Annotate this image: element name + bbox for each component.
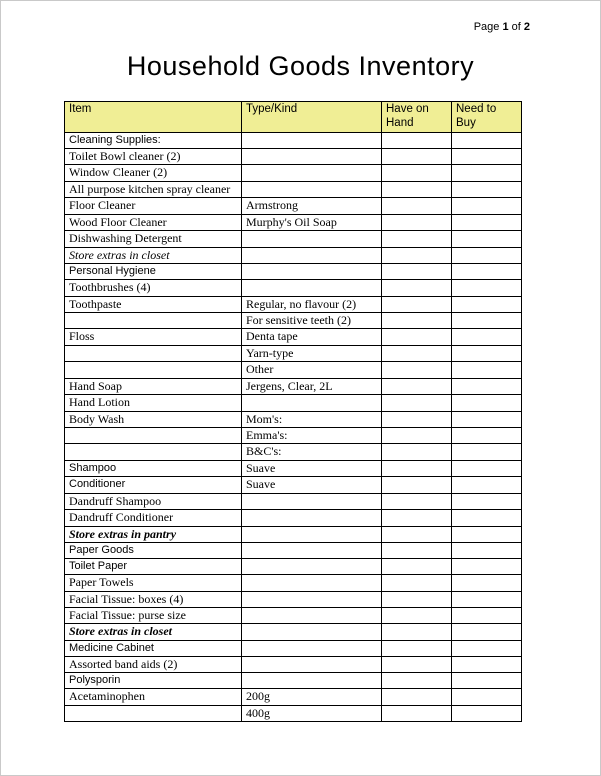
cell-type-kind <box>242 231 382 247</box>
cell-need-to-buy <box>452 444 522 460</box>
cell-type-kind: Mom's: <box>242 411 382 427</box>
table-row <box>65 656 522 672</box>
cell-item: Toilet Paper <box>65 559 242 575</box>
cell-have-on-hand <box>382 231 452 247</box>
cell-type-kind <box>242 247 382 263</box>
cell-have-on-hand <box>382 656 452 672</box>
cell-item: Store extras in pantry <box>65 526 242 542</box>
cell-type-kind <box>242 181 382 197</box>
cell-item: Acetaminophen <box>65 689 242 705</box>
cell-have-on-hand <box>382 411 452 427</box>
cell-item: Cleaning Supplies: <box>65 133 242 149</box>
cell-type-kind <box>242 510 382 526</box>
cell-type-kind: B&C's: <box>242 444 382 460</box>
cell-have-on-hand <box>382 296 452 312</box>
cell-have-on-hand <box>382 559 452 575</box>
cell-need-to-buy <box>452 231 522 247</box>
cell-need-to-buy <box>452 477 522 493</box>
cell-need-to-buy <box>452 395 522 411</box>
cell-have-on-hand <box>382 575 452 591</box>
cell-have-on-hand <box>382 673 452 689</box>
cell-need-to-buy <box>452 607 522 623</box>
cell-need-to-buy <box>452 345 522 361</box>
cell-need-to-buy <box>452 214 522 230</box>
cell-have-on-hand <box>382 133 452 149</box>
cell-item: Floor Cleaner <box>65 198 242 214</box>
cell-have-on-hand <box>382 395 452 411</box>
cell-have-on-hand <box>382 640 452 656</box>
cell-type-kind: 200g <box>242 689 382 705</box>
cell-need-to-buy <box>452 591 522 607</box>
cell-item: Hand Lotion <box>65 395 242 411</box>
cell-type-kind <box>242 607 382 623</box>
cell-need-to-buy <box>452 181 522 197</box>
cell-type-kind <box>242 526 382 542</box>
header-row <box>65 102 522 133</box>
cell-item: Dandruff Shampoo <box>65 493 242 509</box>
cell-type-kind: Suave <box>242 477 382 493</box>
cell-have-on-hand <box>382 705 452 721</box>
cell-have-on-hand <box>382 378 452 394</box>
cell-need-to-buy <box>452 526 522 542</box>
cell-have-on-hand <box>382 444 452 460</box>
cell-type-kind <box>242 133 382 149</box>
table-row <box>65 460 522 476</box>
cell-type-kind: Jergens, Clear, 2L <box>242 378 382 394</box>
cell-item: Medicine Cabinet <box>65 640 242 656</box>
cell-type-kind: Suave <box>242 460 382 476</box>
cell-have-on-hand <box>382 460 452 476</box>
table-row <box>65 247 522 263</box>
cell-item: All purpose kitchen spray cleaner <box>65 181 242 197</box>
table-row <box>65 165 522 181</box>
cell-item: Assorted band aids (2) <box>65 656 242 672</box>
cell-need-to-buy <box>452 362 522 378</box>
cell-item: Store extras in closet <box>65 624 242 640</box>
table-row <box>65 624 522 640</box>
table-row <box>65 689 522 705</box>
table-row <box>65 231 522 247</box>
cell-item <box>65 444 242 460</box>
cell-item <box>65 362 242 378</box>
table-row <box>65 181 522 197</box>
page-number-prefix: Page <box>473 21 503 33</box>
table-row <box>65 575 522 591</box>
cell-need-to-buy <box>452 493 522 509</box>
page-number-current: 1 <box>502 21 509 33</box>
cell-have-on-hand <box>382 280 452 296</box>
cell-type-kind <box>242 280 382 296</box>
cell-type-kind <box>242 673 382 689</box>
cell-type-kind: Armstrong <box>242 198 382 214</box>
cell-item: Paper Towels <box>65 575 242 591</box>
table-row <box>65 133 522 149</box>
cell-type-kind <box>242 591 382 607</box>
cell-need-to-buy <box>452 378 522 394</box>
cell-need-to-buy <box>452 705 522 721</box>
cell-item: Wood Floor Cleaner <box>65 214 242 230</box>
cell-item: Personal Hygiene <box>65 264 242 280</box>
cell-type-kind: Emma's: <box>242 428 382 444</box>
column-header-have-on-hand: Have on Hand <box>382 102 452 133</box>
cell-have-on-hand <box>382 362 452 378</box>
cell-type-kind <box>242 395 382 411</box>
table-row <box>65 411 522 427</box>
cell-type-kind: Yarn-type <box>242 345 382 361</box>
cell-need-to-buy <box>452 149 522 165</box>
cell-have-on-hand <box>382 149 452 165</box>
cell-need-to-buy <box>452 411 522 427</box>
cell-item: Dandruff Conditioner <box>65 510 242 526</box>
cell-item: Toilet Bowl cleaner (2) <box>65 149 242 165</box>
table-row <box>65 493 522 509</box>
table-row <box>65 214 522 230</box>
cell-item: Toothpaste <box>65 296 242 312</box>
cell-type-kind <box>242 656 382 672</box>
cell-have-on-hand <box>382 526 452 542</box>
column-header-type-kind: Type/Kind <box>242 102 382 133</box>
table-row <box>65 477 522 493</box>
cell-need-to-buy <box>452 460 522 476</box>
cell-need-to-buy <box>452 543 522 559</box>
cell-need-to-buy <box>452 198 522 214</box>
cell-have-on-hand <box>382 165 452 181</box>
table-row <box>65 329 522 345</box>
table-row <box>65 296 522 312</box>
cell-have-on-hand <box>382 214 452 230</box>
cell-need-to-buy <box>452 656 522 672</box>
page-number <box>474 21 530 33</box>
cell-have-on-hand <box>382 607 452 623</box>
cell-type-kind: 400g <box>242 705 382 721</box>
cell-need-to-buy <box>452 428 522 444</box>
table-row <box>65 673 522 689</box>
cell-need-to-buy <box>452 165 522 181</box>
cell-type-kind <box>242 264 382 280</box>
table-row <box>65 345 522 361</box>
table-row <box>65 198 522 214</box>
cell-need-to-buy <box>452 329 522 345</box>
table-row <box>65 428 522 444</box>
cell-need-to-buy <box>452 673 522 689</box>
cell-item: Facial Tissue: boxes (4) <box>65 591 242 607</box>
cell-item: Paper Goods <box>65 543 242 559</box>
cell-item: Facial Tissue: purse size <box>65 607 242 623</box>
cell-need-to-buy <box>452 640 522 656</box>
cell-need-to-buy <box>452 559 522 575</box>
cell-item <box>65 428 242 444</box>
table-row <box>65 149 522 165</box>
table-row <box>65 543 522 559</box>
cell-item: Polysporin <box>65 673 242 689</box>
cell-need-to-buy <box>452 312 522 328</box>
table-row <box>65 526 522 542</box>
cell-have-on-hand <box>382 181 452 197</box>
cell-have-on-hand <box>382 591 452 607</box>
cell-item: Body Wash <box>65 411 242 427</box>
table-row <box>65 510 522 526</box>
table-row <box>65 591 522 607</box>
cell-type-kind <box>242 543 382 559</box>
cell-need-to-buy <box>452 280 522 296</box>
cell-type-kind: Other <box>242 362 382 378</box>
page-number-total: 2 <box>523 21 530 33</box>
cell-type-kind: Regular, no flavour (2) <box>242 296 382 312</box>
cell-have-on-hand <box>382 477 452 493</box>
column-header-need-to-buy: Need to Buy <box>452 102 522 133</box>
cell-item: Floss <box>65 329 242 345</box>
cell-have-on-hand <box>382 510 452 526</box>
cell-type-kind <box>242 493 382 509</box>
cell-type-kind: Denta tape <box>242 329 382 345</box>
cell-need-to-buy <box>452 247 522 263</box>
cell-type-kind: For sensitive teeth (2) <box>242 312 382 328</box>
cell-need-to-buy <box>452 296 522 312</box>
column-header-item: Item <box>65 102 242 133</box>
table-row <box>65 444 522 460</box>
cell-need-to-buy <box>452 624 522 640</box>
cell-item: Conditioner <box>65 477 242 493</box>
cell-have-on-hand <box>382 543 452 559</box>
inventory-table <box>64 101 522 722</box>
table-row <box>65 264 522 280</box>
table-row <box>65 607 522 623</box>
cell-item: Toothbrushes (4) <box>65 280 242 296</box>
page-title: Household Goods Inventory <box>126 51 475 81</box>
cell-item: Window Cleaner (2) <box>65 165 242 181</box>
table-row <box>65 280 522 296</box>
inventory-table-body <box>65 133 522 722</box>
page-number-middle: of <box>508 21 524 33</box>
table-row <box>65 312 522 328</box>
cell-type-kind <box>242 640 382 656</box>
cell-have-on-hand <box>382 247 452 263</box>
cell-have-on-hand <box>382 329 452 345</box>
cell-type-kind: Murphy's Oil Soap <box>242 214 382 230</box>
table-row <box>65 395 522 411</box>
cell-type-kind <box>242 559 382 575</box>
inventory-table-header <box>65 102 522 133</box>
cell-type-kind <box>242 165 382 181</box>
cell-have-on-hand <box>382 493 452 509</box>
cell-item: Shampoo <box>65 460 242 476</box>
cell-item <box>65 312 242 328</box>
cell-item <box>65 705 242 721</box>
cell-item: Store extras in closet <box>65 247 242 263</box>
table-row <box>65 362 522 378</box>
cell-item <box>65 345 242 361</box>
cell-have-on-hand <box>382 624 452 640</box>
cell-need-to-buy <box>452 575 522 591</box>
cell-type-kind <box>242 149 382 165</box>
cell-have-on-hand <box>382 345 452 361</box>
cell-need-to-buy <box>452 264 522 280</box>
cell-have-on-hand <box>382 689 452 705</box>
cell-type-kind <box>242 624 382 640</box>
cell-have-on-hand <box>382 312 452 328</box>
cell-have-on-hand <box>382 428 452 444</box>
table-row <box>65 559 522 575</box>
table-row <box>65 640 522 656</box>
cell-item: Dishwashing Detergent <box>65 231 242 247</box>
cell-type-kind <box>242 575 382 591</box>
table-row <box>65 705 522 721</box>
cell-item: Hand Soap <box>65 378 242 394</box>
cell-need-to-buy <box>452 133 522 149</box>
cell-have-on-hand <box>382 264 452 280</box>
cell-need-to-buy <box>452 510 522 526</box>
table-row <box>65 378 522 394</box>
cell-have-on-hand <box>382 198 452 214</box>
cell-need-to-buy <box>452 689 522 705</box>
